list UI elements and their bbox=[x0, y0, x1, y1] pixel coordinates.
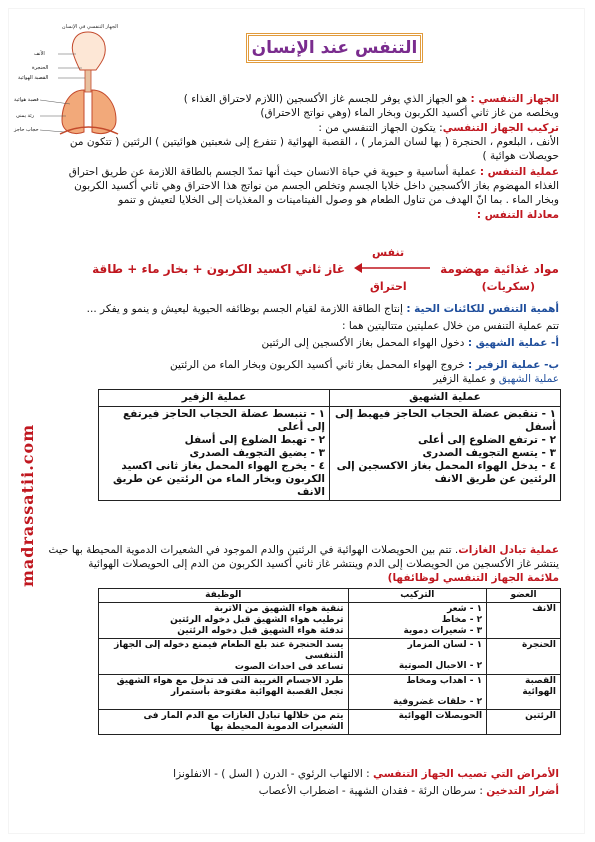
equation-left-sub: (سكريات) bbox=[481, 280, 535, 293]
definition-heading: الجهاز التنفسي : bbox=[470, 93, 559, 105]
lungs-illustration bbox=[18, 24, 158, 142]
equation-right: غاز ثاني اكسيد الكربون + بخار ماء + طاقة bbox=[92, 262, 345, 276]
list-item: ٢ - حلقات غضروفية bbox=[393, 697, 483, 707]
importance-line bbox=[34, 303, 559, 317]
organ-function-table bbox=[98, 588, 561, 735]
diseases-line bbox=[34, 768, 559, 782]
organ-cell: الحنجرة bbox=[487, 639, 561, 675]
list-item: تجعل القصبة الهوائية مفتوحة بأستمرار bbox=[170, 687, 344, 697]
smoking-line bbox=[34, 785, 559, 799]
inhale-steps-cell bbox=[330, 407, 561, 501]
composition-intro: : يتكون الجهاز التنفسي من : bbox=[318, 122, 443, 134]
table-row bbox=[99, 407, 561, 501]
function-cell bbox=[99, 710, 349, 735]
list-item: ٢ - ترتفع الضلوع إلى أعلى bbox=[418, 434, 556, 446]
organ-column-header: العضو bbox=[487, 589, 561, 603]
equation-arrow-top: تنفس bbox=[372, 246, 405, 259]
inhale-line bbox=[34, 337, 559, 351]
list-item: ٢ - مخاط bbox=[441, 615, 483, 625]
structure-cell bbox=[348, 710, 487, 735]
compare-caption bbox=[34, 373, 559, 387]
importance-text: إنتاج الطاقة اللازمة لقيام الجسم بوظائفه الحيوية ليعيش و ينمو و يفكر ... bbox=[86, 303, 407, 315]
fitness-heading: ملائمة الجهاز التنفسي لوظائفها) bbox=[387, 572, 559, 584]
list-item: يتم من خلالها تبادل الغازات مع الدم المار فى الشعيرات الدموية المحيطة بها bbox=[143, 711, 344, 732]
list-item: ١ - اهداب ومخاط bbox=[406, 676, 483, 686]
organ-cell: الرئتين bbox=[487, 710, 561, 735]
diagram-label-nose: الأنف bbox=[34, 51, 45, 57]
definition-text-1: هو الجهاز الذي يوفر للجسم غاز الأكسجين (اللازم لاحتراق الغذاء ) bbox=[183, 93, 471, 105]
organ-cell: الانف bbox=[487, 603, 561, 639]
diagram-label-trachea: القصبة الهوائية bbox=[18, 75, 49, 81]
steps-intro: تتم عملية التنفس من خلال عمليتين متتاليتين هما : bbox=[341, 320, 559, 332]
respiratory-diagram bbox=[14, 24, 158, 142]
table-row bbox=[99, 603, 561, 639]
list-item: تساعد فى احداث الصوت bbox=[234, 662, 344, 672]
list-item: ٣ - يتسع التجويف الصدرى bbox=[422, 447, 556, 459]
exhale-text: خروج الهواء المحمل بغاز ثاني أكسيد الكربون وبخار الماء من الرئتين bbox=[170, 359, 468, 371]
list-item: ١ - تنبسط عضلة الحجاب الحاجز فيرتفع إلى أعلى bbox=[122, 408, 325, 433]
structure-column-header: التركيب bbox=[348, 589, 487, 603]
exchange-heading: عملية تبادل الغازات bbox=[458, 544, 559, 556]
exhale-steps-cell bbox=[99, 407, 330, 501]
equation-arrow-icon bbox=[352, 262, 432, 274]
diagram-label-bronchus: قصبة هوائية bbox=[14, 97, 39, 103]
definition-line-2: ويخلصه من غاز ثاني أكسيد الكربون وبخار الماء (وهي نواتج الاحتراق) bbox=[260, 107, 559, 119]
list-item: الحويصلات الهوائية bbox=[398, 711, 483, 721]
list-item: ٢ - تهبط الضلوع إلى أسفل bbox=[184, 434, 325, 446]
list-item: تنقية هواء الشهيق من الاتربة bbox=[214, 604, 344, 614]
list-item: ٤ - يخرج الهواء المحمل بغاز ثانى اكسيد الكربون وبخار الماء من الرئتين عن طريق الانف bbox=[113, 460, 325, 498]
composition-intro-line bbox=[139, 122, 559, 136]
compare-and-label: و عملية الزفير bbox=[433, 373, 499, 385]
diagram-caption: الجهاز التنفسي في الإنسان bbox=[61, 24, 118, 30]
process-line-3: وبخار الماء . بما انّ الهدف من تناول الطعام هو وصول الفيتامينات و المغذيات إلى الخلايا لتعيش و تنمو bbox=[118, 194, 559, 206]
list-item: ترطيب هواء الشهيق قبل دخوله الرئتين bbox=[170, 615, 344, 625]
inhale-column-header: عملية الشهيق bbox=[330, 390, 561, 407]
table-row bbox=[99, 675, 561, 710]
composition-heading: تركيب الجهاز التنفسي bbox=[442, 122, 559, 134]
smoking-text: : سرطان الرئة - فقدان الشهية - اضطراب الأعصاب bbox=[258, 785, 487, 797]
structure-cell bbox=[348, 639, 487, 675]
list-item: ٣ - يضيق التجويف الصدرى bbox=[189, 447, 325, 459]
diagram-label-larynx: الحنجرة bbox=[32, 65, 49, 71]
composition-line-2: حويصلات هوائية ) bbox=[482, 150, 559, 162]
function-column-header: الوظيفة bbox=[99, 589, 349, 603]
process-line-2: الغذاء المهضوم بغاز الأكسجين داخل خلايا الجسم وتخلص الجسم من نواتج هذا الاحتراق وهي ثاني أكسيد الكربون bbox=[74, 180, 559, 192]
process-text-1: عملية أساسية و حيوية في حياة الانسان حيث أنها تمدّ الجسم بالطاقة اللازمة عن طريق احتراق bbox=[68, 166, 480, 178]
list-item: ٣ - شعيرات دموية bbox=[403, 626, 483, 636]
exhale-column-header: عملية الزفير bbox=[99, 390, 330, 407]
compare-inhale-label: عملية الشهيق bbox=[498, 373, 559, 385]
composition-line-1: الأنف ، البلعوم ، الحنجرة ( بها لسان المزمار ) ، القصبة الهوائية ( تتفرع إلى شعبتين هوائيتين ) الرئتين ( تتكون من bbox=[69, 136, 559, 148]
exchange-line-2: ينتشر غاز الأكسجين من الحويصلات إلى الدم وينتشر غاز ثاني أكسيد الكربون من الدم إلى الحويصلات الهوائية bbox=[88, 558, 559, 570]
structure-cell bbox=[348, 603, 487, 639]
smoking-heading: أضرار التدخين bbox=[486, 785, 559, 797]
diagram-label-right-lung: رئة يمنى bbox=[16, 113, 35, 119]
site-watermark: madrassatii.com bbox=[18, 423, 37, 587]
process-heading: عملية التنفس : bbox=[479, 166, 559, 178]
table-row bbox=[99, 639, 561, 675]
organ-cell: القصبة الهوائية bbox=[487, 675, 561, 710]
function-cell bbox=[99, 639, 349, 675]
list-item: ١ - تنقبض عضلة الحجاب الحاجز فيهبط إلى أسفل bbox=[334, 408, 556, 433]
diseases-text: : الالتهاب الرئوي - الدرن ( السل ) - الانفلونزا bbox=[173, 768, 374, 780]
list-item: ٤ - يدخل الهواء المحمل بغاز الاكسجين إلى الرئتين عن طريق الانف bbox=[336, 460, 556, 485]
process-line-1 bbox=[34, 166, 559, 180]
equation-left: مواد غذائية مهضومة bbox=[440, 262, 559, 276]
list-item: طرد الاجسام الغريبة التى قد تدخل مع هواء الشهيق bbox=[116, 676, 344, 686]
diseases-heading: الأمراض التي تصيب الجهاز التنفسي bbox=[373, 768, 559, 780]
definition-line-1 bbox=[139, 93, 559, 107]
exhale-heading: ب- عملية الزفير : bbox=[468, 359, 559, 371]
list-item: تدفئة هواء الشهيق قبل دخوله الرئتين bbox=[177, 626, 344, 636]
importance-heading: أهمية التنفس للكائنات الحية : bbox=[406, 303, 559, 315]
equation-arrow-bottom: احتراق bbox=[370, 280, 407, 293]
table-row bbox=[99, 710, 561, 735]
inhale-heading: أ- عملية الشهيق : bbox=[467, 337, 559, 349]
function-cell bbox=[99, 603, 349, 639]
inhale-exhale-table bbox=[98, 389, 561, 501]
list-item: ١ - شعر bbox=[447, 604, 483, 614]
diagram-label-diaphragm: حجاب حاجز bbox=[14, 127, 39, 133]
inhale-text: دخول الهواء المحمل بغاز الأكسجين إلى الرئتين bbox=[261, 337, 468, 349]
list-item: يسد الحنجرة عند بلع الطعام فيمنع دخوله إلى الجهاز التنفسى bbox=[114, 640, 344, 661]
list-item: ٢ - الاحبال الصوتية bbox=[398, 661, 483, 671]
equation-heading: معادلة التنفس : bbox=[476, 209, 559, 221]
exhale-line bbox=[34, 359, 559, 373]
exchange-line-1 bbox=[34, 544, 559, 558]
exchange-text-1: . تتم بين الحويصلات الهوائية في الرئتين والدم الموجود في الشعيرات الدموية المحيطة بها حيث bbox=[48, 544, 459, 556]
list-item: ١ - لسان المزمار bbox=[407, 640, 483, 650]
function-cell bbox=[99, 675, 349, 710]
page-title: التنفس عند الإنسان bbox=[246, 33, 423, 63]
structure-cell bbox=[348, 675, 487, 710]
